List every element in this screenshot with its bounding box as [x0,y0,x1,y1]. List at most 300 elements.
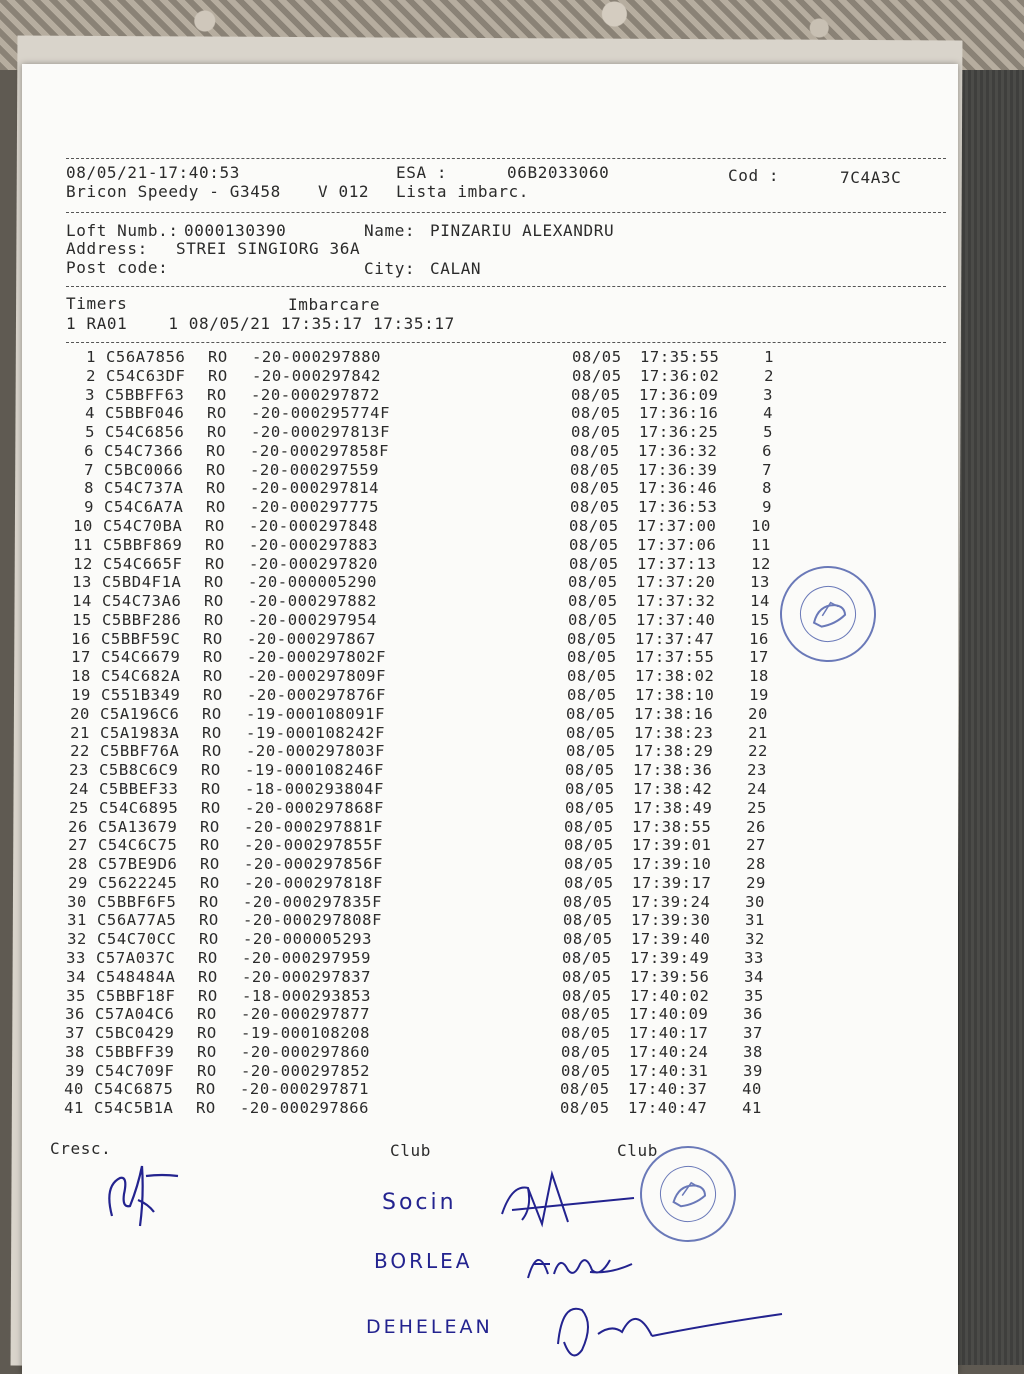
pigeon-row [16,724,952,742]
divider [66,286,946,287]
arrival-date: 08/05 [564,855,614,874]
chip-code: C5BBF046 [105,404,185,423]
arrival-time: 17:36:46 [638,479,718,498]
arrival-date: 08/05 [570,498,620,517]
handwritten-name-2: BORLEA [374,1249,473,1273]
cod-label: Cod : [728,166,780,185]
arrival-time: 17:40:17 [629,1024,709,1043]
position-number: 3 [763,385,773,404]
header-datetime: 08/05/21-17:40:53 [66,163,240,182]
ring-number: -20-000297877 [241,1005,371,1024]
arrival-date: 08/05 [564,873,614,892]
printout-paper [22,64,958,1374]
position-number: 28 [746,855,766,874]
firmware-version: V 012 [318,182,370,201]
country-code: RO [197,1042,217,1061]
position-number: 30 [745,892,765,911]
country-code: RO [205,554,225,573]
pigeon-row [21,423,957,441]
row-index: 27 [68,836,88,855]
arrival-time: 17:36:25 [639,423,719,442]
position-number: 38 [743,1042,763,1061]
row-index: 12 [73,554,93,573]
pigeon-row [19,536,955,554]
row-index: 8 [84,479,94,498]
country-code: RO [203,648,223,667]
position-number: 26 [746,817,766,836]
chip-code: C5A13679 [98,817,178,836]
arrival-date: 08/05 [563,930,613,949]
position-number: 9 [762,498,772,517]
chip-code: C5BD4F1A [102,573,182,592]
country-code: RO [208,348,228,366]
country-code: RO [202,742,222,761]
arrival-date: 08/05 [571,385,621,404]
ring-number: -20-000297959 [242,948,372,967]
position-number: 16 [749,629,769,648]
position-number: 23 [747,761,767,780]
imbarcare-label: Imbarcare [288,295,381,314]
arrival-date: 08/05 [570,441,620,460]
arrival-time: 17:36:32 [638,441,718,460]
ring-number: -20-000005293 [243,930,373,949]
row-index: 10 [73,517,93,536]
country-code: RO [204,592,224,611]
position-number: 21 [748,723,768,742]
row-index: 1 [86,348,96,366]
pigeon-row [14,874,950,892]
country-code: RO [200,855,220,874]
position-number: 40 [742,1080,762,1099]
arrival-date: 08/05 [567,667,617,686]
country-code: RO [207,423,227,442]
row-index: 13 [72,573,92,592]
arrival-date: 08/05 [568,573,618,592]
arrival-time: 17:36:53 [638,498,718,517]
country-code: RO [205,535,225,554]
position-number: 5 [763,423,773,442]
country-code: RO [202,704,222,723]
arrival-date: 08/05 [570,460,620,479]
ring-number: -19-000108246F [245,761,385,780]
arrival-date: 08/05 [565,798,615,817]
pigeon-row [11,1043,947,1061]
chip-code: C5B8C6C9 [99,761,179,780]
ring-number: -20-000297867 [247,629,377,648]
arrival-date: 08/05 [566,742,616,761]
pigeon-row [16,705,952,723]
chip-code: C54C6856 [105,423,185,442]
chip-code: C5BBF18F [96,986,176,1005]
chip-code: C54C5B1A [94,1099,174,1118]
pigeon-row [17,667,953,685]
position-number: 33 [744,948,764,967]
pigeon-row [13,911,949,929]
row-index: 19 [71,686,91,705]
position-number: 32 [745,930,765,949]
ring-number: -20-000295774F [251,404,391,423]
ring-number: -20-000297813F [251,423,391,442]
arrival-time: 17:38:49 [633,798,713,817]
arrival-time: 17:40:31 [629,1061,709,1080]
position-number: 39 [743,1061,763,1080]
arrival-time: 17:38:16 [634,704,714,723]
country-code: RO [201,798,221,817]
country-code: RO [198,948,218,967]
position-number: 37 [743,1024,763,1043]
chip-code: C5622245 [98,873,178,892]
pigeon-row [15,761,951,779]
chip-code: C57A04C6 [95,1005,175,1024]
esa-value: 06B2033060 [507,163,610,182]
chip-code: C5BBFF63 [105,385,185,404]
chip-code: C54C6679 [101,648,181,667]
country-code: RO [198,986,218,1005]
arrival-date: 08/05 [561,1061,611,1080]
country-code: RO [196,1080,216,1099]
arrival-date: 08/05 [566,704,616,723]
arrival-time: 17:39:01 [632,836,712,855]
arrival-date: 08/05 [568,592,618,611]
handwritten-name-1: Socin [382,1190,457,1215]
position-number: 18 [749,667,769,686]
arrival-date: 08/05 [565,779,615,798]
row-index: 32 [67,930,87,949]
arrival-time: 17:38:36 [633,761,713,780]
country-code: RO [206,460,226,479]
pigeon-row [16,742,952,760]
arrival-time: 17:40:47 [628,1099,708,1118]
chip-code: C54C73A6 [102,592,182,611]
row-index: 11 [73,535,93,554]
position-number: 29 [746,873,766,892]
ring-number: -20-000297820 [249,554,379,573]
country-code: RO [206,441,226,460]
arrival-time: 17:40:24 [629,1042,709,1061]
arrival-time: 17:40:37 [628,1080,708,1099]
arrival-time: 17:38:10 [635,686,715,705]
device-name: Bricon Speedy - G3458 [66,182,281,201]
position-number: 19 [749,686,769,705]
chip-code: C551B349 [101,686,181,705]
arrival-date: 08/05 [569,554,619,573]
row-index: 25 [69,798,89,817]
position-number: 8 [762,479,772,498]
row-index: 7 [84,460,94,479]
arrival-date: 08/05 [571,404,621,423]
position-number: 10 [751,517,771,536]
row-index: 9 [84,498,94,517]
pigeon-row [12,949,948,967]
position-number: 41 [742,1099,762,1118]
arrival-date: 08/05 [560,1080,610,1099]
arrival-date: 08/05 [562,948,612,967]
position-number: 20 [748,704,768,723]
pigeon-row [21,404,957,422]
ring-number: -20-000297855F [244,836,384,855]
esa-label: ESA : [396,163,448,182]
arrival-time: 17:38:23 [634,723,714,742]
ring-number: -20-000297818F [244,873,384,892]
pigeon-row [20,461,956,479]
pigeon-row [20,498,956,516]
ring-number: -20-000297852 [241,1061,371,1080]
row-index: 14 [72,592,92,611]
pigeon-row [20,479,956,497]
arrival-time: 17:37:40 [636,610,716,629]
ring-number: -20-000297848 [249,517,379,536]
country-code: RO [200,817,220,836]
country-code: RO [207,404,227,423]
handwritten-name-3: DEHELEAN [366,1316,493,1338]
position-number: 6 [762,441,772,460]
pigeon-row [13,893,949,911]
ring-number: -18-000293853 [242,986,372,1005]
row-index: 23 [69,761,89,780]
position-number: 14 [750,592,770,611]
ring-number: -20-000297883 [249,535,379,554]
arrival-date: 08/05 [561,1042,611,1061]
arrival-date: 08/05 [572,366,622,385]
chip-code: C57A037C [96,948,176,967]
pigeon-row [11,1005,947,1023]
cresc-signature [82,1146,202,1236]
country-code: RO [202,723,222,742]
row-index: 39 [65,1061,85,1080]
pigeon-row [14,818,950,836]
country-code: RO [203,686,223,705]
row-index: 3 [85,385,95,404]
arrival-date: 08/05 [567,648,617,667]
chip-code: C5BBF869 [103,535,183,554]
position-number: 4 [763,404,773,423]
position-number: 12 [751,554,771,573]
ring-number: -20-000297872 [251,385,381,404]
pigeon-row [19,517,955,535]
ring-number: -19-000108091F [246,704,386,723]
country-code: RO [203,667,223,686]
pigeon-row [17,686,953,704]
country-code: RO [196,1099,216,1118]
arrival-time: 17:38:55 [632,817,712,836]
row-index: 35 [66,986,86,1005]
row-index: 34 [66,967,86,986]
ring-number: -20-000297880 [252,348,382,366]
chip-code: C548484A [96,967,176,986]
city-value: CALAN [430,259,482,278]
signature-3 [542,1284,792,1364]
pigeon-row [14,855,950,873]
country-code: RO [208,366,228,385]
country-code: RO [207,385,227,404]
position-number: 22 [748,742,768,761]
position-number: 31 [745,911,765,930]
country-code: RO [197,1005,217,1024]
pigeon-row [20,442,956,460]
arrival-time: 17:37:55 [635,648,715,667]
chip-code: C5BC0429 [95,1024,175,1043]
pigeon-row [10,1080,946,1098]
arrival-date: 08/05 [566,723,616,742]
chip-code: C54C682A [101,667,181,686]
position-number: 17 [749,648,769,667]
arrival-time: 17:37:20 [636,573,716,592]
arrival-time: 17:40:09 [629,1005,709,1024]
row-index: 21 [70,723,90,742]
pigeon-row [12,968,948,986]
name-label: Name: [364,221,416,240]
ring-number: -20-000297809F [247,667,387,686]
timers-label: Timers [66,294,128,313]
arrival-date: 08/05 [562,967,612,986]
arrival-date: 08/05 [570,479,620,498]
position-number: 11 [751,535,771,554]
ring-number: -20-000297837 [242,967,372,986]
country-code: RO [197,1061,217,1080]
row-index: 4 [85,404,95,423]
row-index: 37 [65,1024,85,1043]
row-index: 5 [85,423,95,442]
chip-code: C5BBFF39 [95,1042,175,1061]
arrival-date: 08/05 [562,986,612,1005]
row-index: 2 [86,366,96,385]
arrival-time: 17:37:47 [635,629,715,648]
chip-code: C5BBF76A [100,742,180,761]
position-number: 36 [743,1005,763,1024]
ring-number: -20-000297882 [248,592,378,611]
arrival-time: 17:39:17 [632,873,712,892]
ring-number: -20-000297866 [240,1099,370,1118]
ring-number: -20-000297814 [250,479,380,498]
pigeon-row [21,386,957,404]
arrival-time: 17:36:02 [640,366,720,385]
pigeon-row [11,1024,947,1042]
row-index: 16 [71,629,91,648]
ring-number: -19-000108208 [241,1024,371,1043]
chip-code: C5BBF6F5 [97,892,177,911]
row-index: 15 [72,610,92,629]
country-code: RO [206,498,226,517]
chip-code: C5BC0066 [104,460,184,479]
chip-code: C56A7856 [106,348,186,366]
arrival-time: 17:39:40 [631,930,711,949]
country-code: RO [199,892,219,911]
row-index: 17 [71,648,91,667]
arrival-date: 08/05 [561,1024,611,1043]
position-number: 25 [747,798,767,817]
arrival-date: 08/05 [560,1099,610,1118]
row-index: 31 [67,911,87,930]
arrival-time: 17:37:32 [636,592,716,611]
arrival-time: 17:39:24 [631,892,711,911]
ring-number: -20-000297842 [252,366,382,385]
ring-number: -20-000297868F [245,798,385,817]
arrival-date: 08/05 [561,1005,611,1024]
arrival-time: 17:38:29 [634,742,714,761]
pigeon-row [22,367,958,385]
signature-1 [492,1164,642,1234]
country-code: RO [199,911,219,930]
arrival-time: 17:36:39 [638,460,718,479]
row-index: 33 [66,948,86,967]
arrival-date: 08/05 [567,629,617,648]
row-index: 20 [70,704,90,723]
ring-number: -20-000005290 [248,573,378,592]
row-index: 41 [64,1099,84,1118]
arrival-time: 17:40:02 [630,986,710,1005]
arrival-date: 08/05 [571,423,621,442]
ring-number: -20-000297871 [240,1080,370,1099]
row-index: 24 [69,779,89,798]
country-code: RO [200,873,220,892]
chip-code: C5BBF286 [102,610,182,629]
country-code: RO [199,930,219,949]
row-index: 38 [65,1042,85,1061]
timer-row: 1 RA01 1 08/05/21 17:35:17 17:35:17 [66,314,455,333]
ring-number: -20-000297808F [243,911,383,930]
ring-number: -20-000297876F [247,686,387,705]
pigeon-row [11,1062,947,1080]
ring-number: -20-000297559 [250,460,380,479]
club-label-2: Club [617,1141,658,1160]
ring-number: -20-000297856F [244,855,384,874]
arrival-time: 17:37:00 [637,517,717,536]
country-code: RO [197,1024,217,1043]
pigeon-row [15,780,951,798]
row-index: 29 [68,873,88,892]
chip-code: C5A196C6 [100,704,180,723]
arrival-time: 17:39:49 [630,948,710,967]
row-index: 40 [64,1080,84,1099]
row-index: 26 [68,817,88,836]
arrival-date: 08/05 [563,892,613,911]
ring-number: -20-000297860 [241,1042,371,1061]
row-index: 22 [70,742,90,761]
position-number: 7 [762,460,772,479]
ring-number: -20-000297802F [247,648,387,667]
chip-code: C5BBEF33 [99,779,179,798]
divider [66,158,946,159]
arrival-time: 17:38:02 [635,667,715,686]
postcode-label: Post code: [66,258,169,277]
row-index: 30 [67,892,87,911]
ring-number: -18-000293804F [245,779,385,798]
position-number: 27 [746,836,766,855]
row-index: 6 [84,441,94,460]
chip-code: C5A1983A [100,723,180,742]
position-number: 13 [750,573,770,592]
country-code: RO [201,779,221,798]
row-index: 28 [68,855,88,874]
pigeon-row [14,836,950,854]
pigeon-row [10,1099,946,1117]
arrival-date: 08/05 [563,911,613,930]
country-code: RO [198,967,218,986]
chip-code: C54C737A [104,479,184,498]
arrival-date: 08/05 [572,348,622,366]
arrival-date: 08/05 [567,686,617,705]
arrival-date: 08/05 [565,761,615,780]
country-code: RO [205,517,225,536]
position-number: 24 [747,779,767,798]
row-index: 18 [71,667,91,686]
chip-code: C54C6A7A [104,498,184,517]
position-number: 35 [744,986,764,1005]
chip-code: C56A77A5 [97,911,177,930]
country-code: RO [204,610,224,629]
city-label: City: [364,259,416,278]
arrival-time: 17:37:13 [637,554,717,573]
